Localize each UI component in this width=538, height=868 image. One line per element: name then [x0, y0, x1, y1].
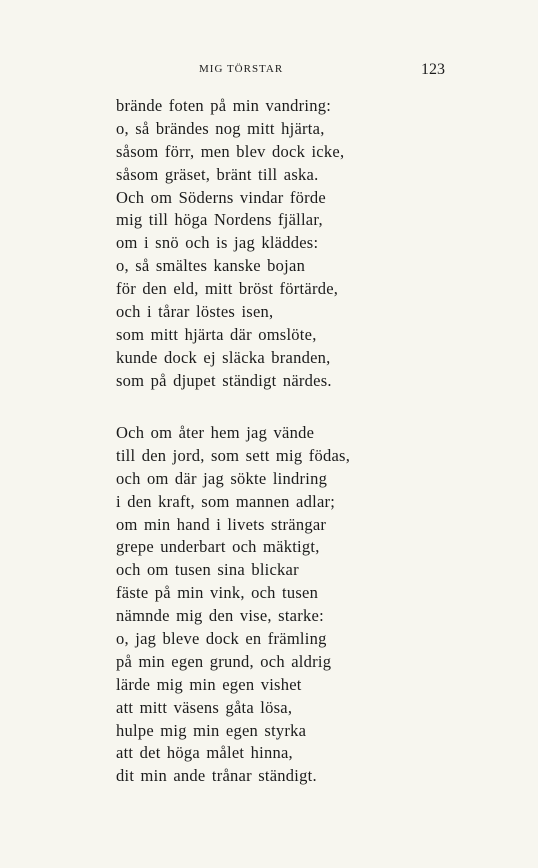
verse-line: på min egen grund, och aldrig	[116, 651, 332, 671]
verse-line: o, jag bleve dock en främling	[116, 629, 327, 649]
verse-line: såsom förr, men blev dock icke,	[116, 141, 345, 161]
verse-line: om min hand i livets strängar	[116, 514, 327, 534]
verse-line: nämnde mig den vise, starke:	[116, 606, 324, 626]
verse-line: att det höga målet hinna,	[116, 743, 293, 763]
verse-line: mig till höga Nordens fjällar,	[116, 210, 323, 230]
verse-line: dit min ande trånar ständigt.	[116, 766, 317, 786]
verse-line: Och om åter hem jag vände	[116, 423, 315, 442]
stanza-2	[116, 422, 416, 788]
verse-line: om i snö och is jag kläddes:	[116, 233, 319, 253]
verse-line: fäste på min vink, och tusen	[116, 583, 319, 603]
verse-line: kunde dock ej släcka branden,	[116, 347, 331, 367]
verse-line: och om där jag sökte lindring	[116, 468, 328, 488]
verse-line: grepe underbart och mäktigt,	[116, 537, 320, 557]
page-number: 123	[421, 61, 445, 78]
running-head	[0, 61, 538, 79]
verse-line: lärde mig min egen vishet	[116, 674, 302, 694]
verse-line: och om tusen sina blickar	[116, 560, 299, 580]
verse-line: till den jord, som sett mig födas,	[116, 445, 351, 465]
verse-line: att mitt väsens gåta lösa,	[116, 697, 293, 717]
verse-line: brände foten på min vandring:	[116, 96, 332, 115]
verse-line: i den kraft, som mannen adlar;	[116, 491, 336, 511]
verse-line: som på djupet ständigt närdes.	[116, 370, 332, 390]
verse-line: o, så smältes kanske bojan	[116, 256, 306, 276]
stanza-1	[116, 95, 416, 393]
verse-line: såsom gräset, bränt till aska.	[116, 164, 319, 184]
verse-line: som mitt hjärta där omslöte,	[116, 324, 317, 344]
verse-line: och i tårar löstes isen,	[116, 302, 274, 322]
verse-line: hulpe mig min egen styrka	[116, 720, 307, 740]
verse-line: för den eld, mitt bröst förtärde,	[116, 279, 339, 299]
verse-line: o, så brändes nog mitt hjärta,	[116, 118, 325, 138]
verse-line: Och om Söderns vindar förde	[116, 187, 326, 207]
running-title: MIG TÖRSTAR	[199, 63, 284, 75]
